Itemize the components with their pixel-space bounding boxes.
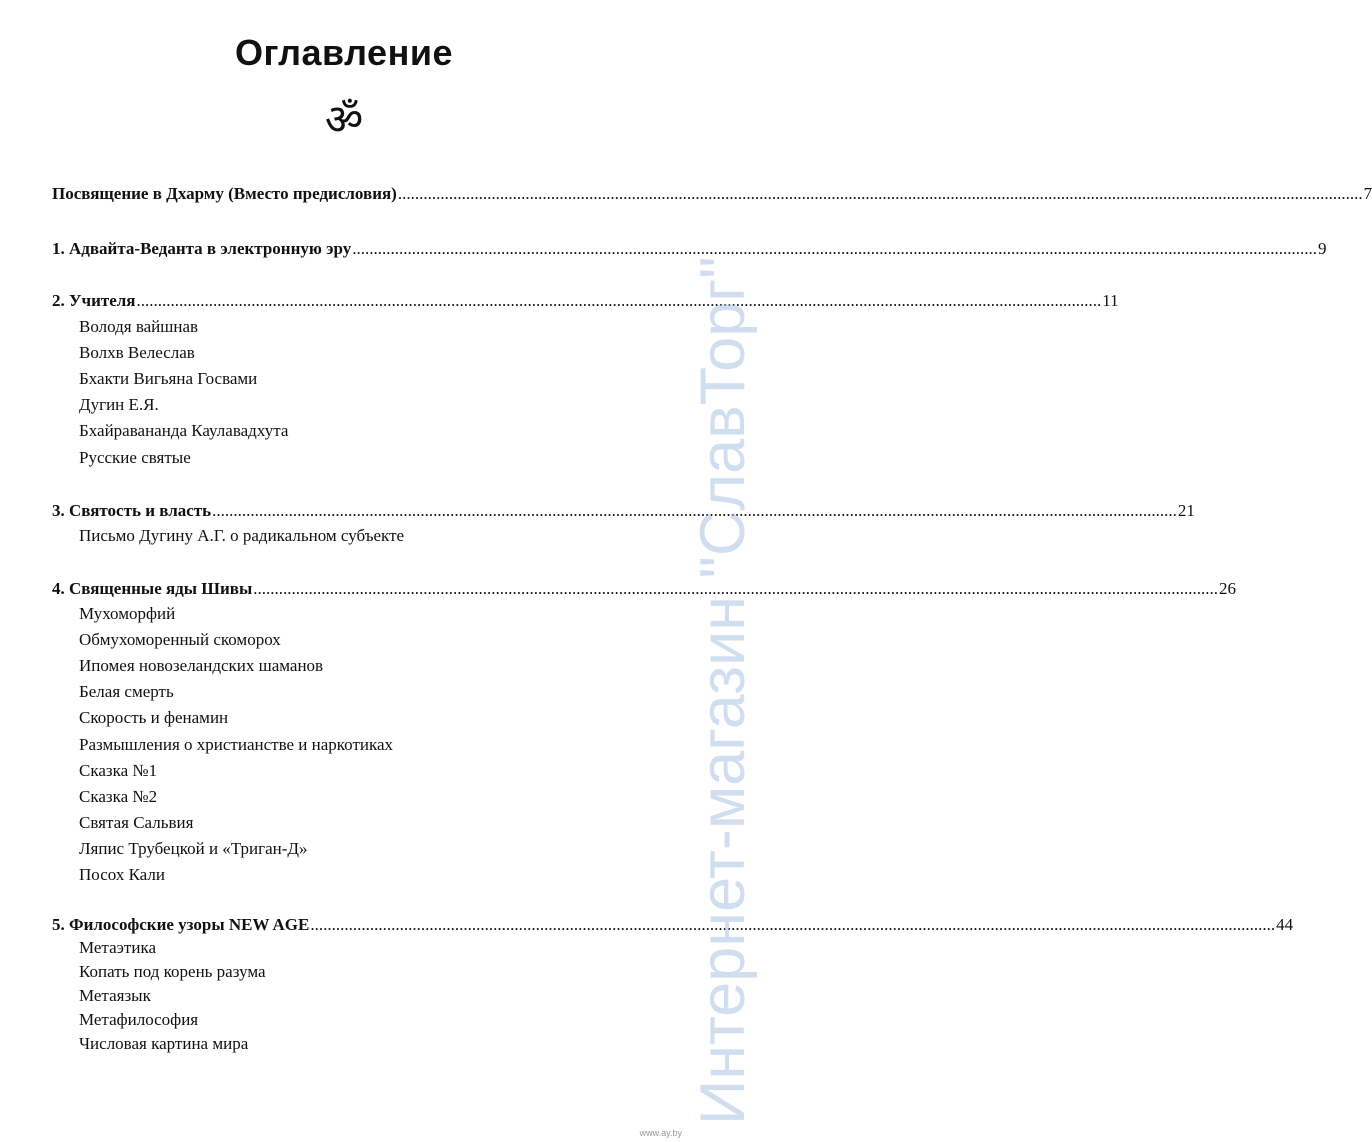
- om-icon: ॐ: [324, 95, 364, 144]
- toc-subitem: Ипомея новозеландских шаманов: [79, 656, 324, 675]
- watermark-url: www.ay.by: [639, 1128, 682, 1138]
- toc-subitem: Ляпис Трубецкой и «Триган-Д»: [79, 839, 308, 858]
- toc-subitem: Дугин Е.Я.: [79, 395, 159, 414]
- toc-entry-page: 26: [1218, 579, 1236, 598]
- toc-entry-title: 1. Адвайта-Веданта в электронную эру: [52, 239, 352, 258]
- toc-entry-title: 4. Священные яды Шивы: [52, 579, 253, 598]
- toc-entry-page: 44: [1276, 915, 1294, 934]
- toc-subitem: Обмухоморенный скоморох: [79, 630, 281, 649]
- toc-subitem: Бхайравананда Каулавадхута: [79, 421, 289, 440]
- toc-subitem: Числовая картина мира: [79, 1034, 249, 1053]
- toc-subitem: Русские святые: [79, 448, 191, 467]
- toc-subitem: Волхв Велеслав: [79, 343, 195, 362]
- toc-subitem: Сказка №1: [79, 761, 158, 780]
- toc-entry: [52, 183, 1372, 205]
- toc-entry: [52, 578, 1236, 600]
- toc-subitem: Метаэтика: [79, 938, 156, 957]
- toc-entry: [52, 500, 1195, 522]
- dot-leader: [137, 290, 1102, 312]
- dot-leader: [310, 914, 1275, 936]
- toc-subitem: Скорость и фенамин: [79, 708, 229, 727]
- page-title: Оглавление: [235, 32, 453, 73]
- dot-leader: [352, 238, 1317, 260]
- toc-subitem: Белая смерть: [79, 682, 174, 701]
- toc-entry: [52, 290, 1119, 312]
- toc-subitem: Посох Кали: [79, 865, 165, 884]
- toc-subitem: Копать под корень разума: [79, 962, 266, 981]
- toc-subitem: Бхакти Вигьяна Госвами: [79, 369, 258, 388]
- toc-entry-page: 21: [1177, 501, 1195, 520]
- toc-subitem: Володя вайшнав: [79, 317, 199, 336]
- toc-subitem: Метаязык: [79, 986, 151, 1005]
- toc-entry-title: 2. Учителя: [52, 291, 136, 310]
- toc-subitem: Письмо Дугину А.Г. о радикальном субъекте: [79, 526, 405, 545]
- dot-leader: [398, 183, 1363, 205]
- toc-entry: [52, 238, 1327, 260]
- toc-entry-page: 11: [1102, 291, 1119, 310]
- toc-entry: [52, 914, 1294, 936]
- toc-subitem: Метафилософия: [79, 1010, 199, 1029]
- toc-subitem: Сказка №2: [79, 787, 158, 806]
- toc-entry-title: Посвящение в Дхарму (Вместо предисловия): [52, 184, 397, 203]
- watermark-text: Интернет-магазин "СлавТорг": [688, 256, 758, 1125]
- toc-entry-page: 9: [1317, 239, 1327, 258]
- toc-entry-title: 3. Святость и власть: [52, 501, 212, 520]
- toc-subitem: Размышления о христианстве и наркотиках: [79, 735, 394, 754]
- toc-entry-page: 7: [1363, 184, 1372, 203]
- toc-entry-title: 5. Философские узоры NEW AGE: [52, 915, 310, 934]
- toc-subitem: Мухоморфий: [79, 604, 176, 623]
- toc-subitem: Святая Сальвия: [79, 813, 194, 832]
